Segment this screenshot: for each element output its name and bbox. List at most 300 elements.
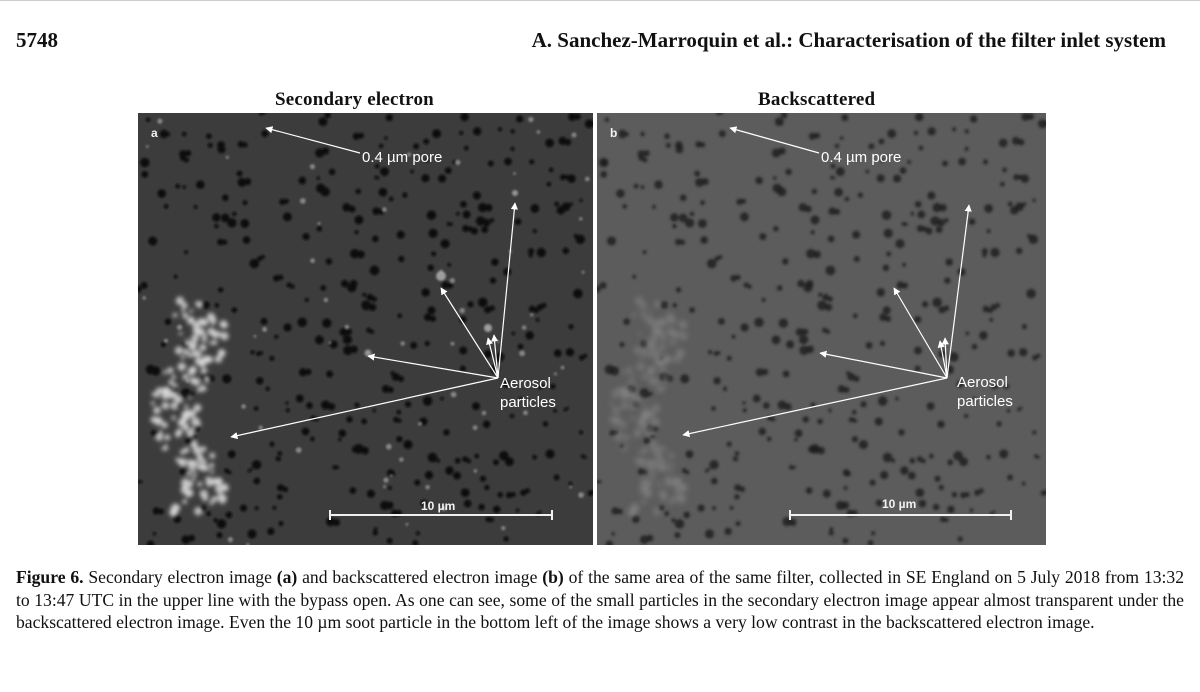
panel-a-label: a	[151, 126, 158, 140]
filter-pore	[244, 178, 251, 185]
filter-pore	[319, 117, 328, 126]
aerosol-particle	[157, 119, 162, 124]
soot-particle	[183, 349, 188, 354]
soot-particle	[211, 496, 217, 502]
soot-particle	[643, 339, 649, 345]
filter-pore	[549, 168, 554, 173]
filter-pore	[410, 342, 417, 349]
filter-pore	[357, 251, 365, 259]
soot-particle	[641, 374, 647, 380]
soot-particle	[637, 362, 646, 371]
filter-pore	[877, 288, 885, 296]
soot-particle	[650, 334, 658, 342]
filter-pore	[228, 450, 236, 458]
filter-pore	[999, 449, 1008, 458]
filter-pore	[1033, 199, 1036, 202]
filter-pore	[995, 303, 1000, 308]
soot-particle	[654, 329, 660, 335]
soot-particle	[205, 467, 209, 471]
soot-particle	[639, 450, 644, 455]
soot-particle	[201, 446, 207, 452]
soot-particle	[660, 446, 666, 452]
filter-pore	[911, 212, 915, 216]
filter-pore	[944, 305, 950, 311]
filter-pore	[773, 176, 776, 179]
aerosol-particle	[146, 145, 149, 148]
filter-pore	[828, 409, 831, 412]
filter-pore	[763, 402, 770, 409]
filter-pore	[428, 306, 436, 314]
filter-pore	[887, 129, 896, 138]
filter-pore	[803, 416, 809, 422]
aerosol-particle	[460, 308, 465, 313]
filter-pore	[743, 408, 747, 412]
filter-pore	[488, 161, 494, 167]
filter-pore	[670, 213, 678, 221]
filter-pore	[222, 374, 231, 383]
soot-particle	[182, 313, 188, 319]
filter-pore	[310, 437, 315, 442]
filter-pore	[622, 204, 627, 209]
filter-pore	[546, 449, 555, 458]
filter-pore	[1018, 175, 1023, 180]
filter-pore	[443, 429, 449, 435]
filter-pore	[748, 285, 752, 289]
header-rule	[0, 0, 1200, 1]
panel-a-title: Secondary electron	[275, 89, 434, 110]
aerosol-particle	[254, 335, 257, 338]
soot-particle	[210, 317, 216, 323]
filter-pore	[270, 442, 275, 447]
filter-pore	[910, 458, 916, 464]
pore-label: 0.4 µm pore	[362, 149, 443, 166]
filter-pore	[709, 460, 718, 469]
aerosol-particle	[474, 469, 477, 472]
filter-pore	[447, 283, 453, 289]
filter-pore	[336, 466, 339, 469]
filter-pore	[389, 197, 394, 202]
aerosol-particle	[450, 278, 455, 283]
filter-pore	[532, 455, 537, 460]
filter-pore	[350, 280, 358, 288]
soot-particle	[192, 378, 200, 386]
filter-pore	[141, 171, 148, 178]
panel-b-label: b	[610, 126, 618, 140]
filter-pore	[987, 229, 991, 233]
filter-pore	[675, 141, 683, 149]
soot-particle	[611, 392, 616, 397]
filter-pore	[917, 211, 925, 219]
filter-pore	[806, 280, 814, 288]
particles-label-line1: Aerosol	[957, 374, 1008, 391]
filter-pore	[902, 263, 906, 267]
filter-pore	[370, 266, 380, 276]
filter-pore	[1008, 202, 1013, 207]
filter-pore	[474, 454, 479, 459]
soot-particle	[190, 426, 195, 431]
soot-particle	[190, 309, 194, 313]
soot-particle	[199, 362, 204, 367]
soot-particle	[639, 460, 646, 467]
filter-pore	[919, 500, 927, 508]
filter-pore	[217, 532, 223, 538]
filter-pore	[858, 193, 863, 198]
aerosol-particle	[579, 217, 582, 220]
soot-particle	[622, 392, 627, 397]
filter-pore	[700, 236, 708, 244]
soot-particle	[210, 470, 214, 474]
filter-pore	[511, 129, 515, 133]
soot-particle	[631, 391, 635, 395]
secondary-electron-image	[138, 113, 593, 545]
filter-pore	[473, 127, 481, 135]
filter-pore	[870, 480, 876, 486]
filter-pore	[573, 289, 582, 298]
filter-pore	[349, 206, 356, 213]
filter-pore	[254, 406, 259, 411]
filter-pore	[753, 395, 761, 403]
soot-particle	[181, 355, 185, 359]
filter-pore	[915, 113, 923, 121]
filter-pore	[460, 201, 467, 208]
filter-pore	[826, 266, 836, 276]
filter-pore	[970, 509, 974, 513]
filter-pore	[165, 319, 171, 325]
filter-pore	[652, 205, 656, 209]
filter-pore	[191, 392, 195, 396]
soot-particle	[204, 376, 210, 382]
filter-pore	[467, 301, 473, 307]
filter-pore	[690, 212, 694, 216]
soot-particle	[215, 485, 223, 493]
filter-pore	[828, 236, 835, 243]
filter-pore	[755, 177, 762, 184]
filter-pore	[321, 187, 330, 196]
soot-particle	[647, 353, 652, 358]
filter-pore	[543, 421, 548, 426]
filter-pore	[445, 167, 452, 174]
soot-particle	[612, 407, 620, 415]
filter-pore	[445, 466, 453, 474]
filter-pore	[174, 275, 178, 279]
filter-pore	[248, 529, 257, 538]
filter-pore	[460, 366, 466, 372]
filter-pore	[946, 258, 953, 265]
soot-particle	[626, 388, 631, 393]
aerosol-particle	[142, 296, 146, 300]
filter-pore	[1030, 236, 1033, 239]
soot-particle	[634, 458, 638, 462]
soot-particle	[180, 450, 185, 455]
filter-pore	[453, 472, 461, 480]
filter-pore	[866, 170, 870, 174]
filter-pore	[886, 252, 891, 257]
filter-pore	[380, 501, 389, 510]
filter-pore	[428, 265, 434, 271]
filter-pore	[422, 174, 430, 182]
filter-pore	[464, 146, 469, 151]
soot-particle	[663, 376, 669, 382]
soot-particle	[635, 297, 643, 305]
filter-pore	[541, 303, 546, 308]
filter-pore	[355, 230, 359, 234]
filter-pore	[564, 175, 569, 180]
soot-particle	[186, 470, 192, 476]
filter-pore	[840, 136, 843, 139]
filter-pore	[784, 403, 791, 410]
filter-pore	[952, 127, 956, 131]
filter-pore	[317, 226, 322, 231]
filter-pore	[330, 340, 338, 348]
filter-pore	[829, 530, 834, 535]
filter-pore	[1016, 248, 1022, 254]
filter-pore	[727, 356, 732, 361]
filter-pore	[969, 218, 976, 225]
soot-particle	[178, 419, 186, 427]
filter-pore	[440, 397, 443, 400]
aerosol-particle	[177, 325, 183, 331]
soot-particle	[202, 337, 208, 343]
filter-pore	[387, 538, 393, 544]
filter-pore	[884, 229, 893, 238]
particles-label-line2: particles	[500, 394, 556, 411]
aerosol-particle	[451, 342, 455, 346]
filter-pore	[483, 421, 490, 428]
filter-pore	[374, 527, 378, 531]
soot-particle	[195, 329, 201, 335]
filter-pore	[464, 500, 472, 508]
filter-pore	[878, 396, 887, 405]
aerosol-particle	[296, 447, 302, 453]
filter-pore	[498, 127, 502, 131]
filter-pore	[817, 301, 827, 311]
filter-pore	[473, 192, 481, 200]
soot-particle	[655, 301, 662, 308]
filter-pore	[184, 250, 188, 254]
filter-pore	[472, 402, 480, 410]
filter-pore	[148, 237, 157, 246]
filter-pore	[499, 451, 508, 460]
filter-pore	[771, 417, 775, 421]
filter-pore	[566, 348, 574, 356]
filter-pore	[432, 129, 441, 138]
filter-pore	[725, 528, 732, 535]
filter-pore	[602, 160, 608, 166]
filter-pore	[326, 258, 332, 264]
filter-pore	[278, 275, 283, 280]
filter-pore	[1037, 456, 1040, 459]
filter-pore	[282, 487, 288, 493]
filter-pore	[355, 216, 364, 225]
soot-particle	[196, 301, 203, 308]
filter-pore	[283, 323, 291, 331]
filter-pore	[291, 285, 295, 289]
soot-particle	[206, 480, 213, 487]
filter-pore	[852, 436, 858, 442]
soot-particle	[186, 489, 194, 497]
soot-particle	[658, 362, 663, 367]
filter-pore	[647, 535, 654, 542]
page-number: 5748	[16, 28, 58, 52]
filter-pore	[671, 518, 675, 522]
aerosol-particle	[473, 425, 478, 430]
filter-pore	[276, 456, 281, 461]
soot-particle	[188, 466, 192, 470]
soot-particle	[162, 444, 169, 451]
filter-pore	[1000, 182, 1005, 187]
filter-pore	[533, 229, 537, 233]
filter-pore	[777, 187, 786, 196]
filter-pore	[361, 419, 367, 425]
filter-pore	[222, 240, 227, 245]
aerosol-particle	[226, 156, 229, 159]
filter-pore	[322, 147, 329, 154]
soot-particle	[217, 495, 222, 500]
filter-pore	[404, 440, 413, 449]
soot-particle	[178, 362, 187, 371]
soot-particle	[162, 402, 170, 410]
filter-pore	[683, 512, 690, 519]
filter-pore	[273, 506, 277, 510]
soot-particle	[150, 416, 157, 423]
soot-particle	[180, 460, 187, 467]
filter-pore	[845, 197, 850, 202]
filter-pore	[900, 167, 907, 174]
soot-particle	[156, 387, 163, 394]
filter-pore	[491, 258, 498, 265]
filter-pore	[944, 518, 948, 522]
filter-pore	[428, 453, 438, 463]
filter-pore	[164, 204, 169, 209]
filter-pore	[632, 275, 636, 279]
soot-particle	[161, 422, 168, 429]
filter-pore	[429, 229, 438, 238]
soot-particle	[610, 401, 614, 405]
filter-pore	[358, 133, 364, 139]
soot-particle	[609, 416, 616, 423]
filter-pore	[362, 293, 366, 297]
filter-pore	[877, 174, 885, 182]
filter-pore	[478, 504, 484, 510]
filter-pore	[708, 468, 711, 471]
filter-pore	[933, 504, 939, 510]
aerosol-particle	[318, 222, 321, 225]
filter-pore	[723, 387, 727, 391]
filter-pore	[370, 330, 374, 334]
filter-pore	[262, 130, 269, 137]
filter-pore	[490, 278, 496, 284]
soot-particle	[194, 507, 202, 515]
aerosol-particle	[382, 207, 387, 212]
filter-pore	[735, 451, 740, 456]
aerosol-particle	[484, 324, 492, 332]
filter-pore	[1026, 289, 1035, 298]
filter-pore	[644, 150, 650, 156]
soot-particle	[646, 459, 653, 466]
filter-pore	[226, 512, 233, 519]
filter-pore	[566, 407, 569, 410]
filter-pore	[802, 329, 808, 335]
filter-pore	[641, 185, 645, 189]
filter-pore	[1036, 354, 1040, 358]
soot-particle	[620, 422, 627, 429]
filter-pore	[826, 330, 830, 334]
soot-particle	[190, 441, 197, 448]
soot-particle	[665, 480, 672, 487]
filter-pore	[927, 192, 935, 200]
soot-particle	[640, 355, 644, 359]
filter-pore	[698, 219, 707, 228]
soot-particle	[645, 470, 651, 476]
filter-pore	[563, 248, 569, 254]
filter-pore	[902, 283, 908, 289]
filter-pore	[846, 471, 851, 476]
filter-pore	[605, 118, 609, 122]
soot-particle	[662, 357, 667, 362]
aerosol-particle	[386, 444, 392, 450]
filter-pore	[333, 519, 340, 526]
filter-pore	[504, 536, 509, 541]
filter-pore	[639, 156, 644, 161]
filter-pore	[516, 509, 520, 513]
filter-pore	[775, 117, 784, 126]
filter-pore	[879, 139, 885, 145]
filter-pore	[947, 459, 953, 465]
filter-pore	[958, 268, 966, 276]
filter-pore	[730, 506, 734, 510]
aerosol-particle	[418, 422, 422, 426]
aerosol-particle	[578, 492, 584, 498]
filter-pore	[958, 536, 963, 541]
caption-text-2: and backscattered electron image	[297, 567, 543, 587]
soot-particle	[168, 380, 173, 385]
filter-pore	[915, 366, 921, 372]
filter-pore	[315, 336, 324, 345]
filter-pore	[618, 130, 626, 138]
filter-pore	[905, 223, 908, 226]
filter-pore	[180, 156, 185, 161]
panel-b-title: Backscattered	[758, 89, 876, 110]
soot-particle	[634, 347, 642, 355]
soot-particle	[656, 482, 661, 487]
soot-particle	[151, 401, 155, 405]
filter-pore	[377, 177, 380, 180]
filter-pore	[786, 340, 794, 348]
soot-particle	[176, 297, 184, 305]
filter-pore	[777, 285, 783, 291]
aerosol-particle	[329, 341, 332, 344]
filter-pore	[834, 188, 843, 197]
soot-particle	[203, 334, 207, 338]
filter-pore	[702, 178, 709, 185]
filter-pore	[1007, 475, 1013, 481]
filter-pore	[296, 395, 304, 403]
filter-pore	[782, 258, 788, 264]
filter-pore	[284, 199, 289, 204]
filter-pore	[512, 332, 516, 336]
filter-pore	[463, 211, 471, 219]
filter-pore	[823, 490, 831, 498]
filter-pore	[388, 387, 394, 393]
filter-pore	[322, 319, 331, 328]
filter-pore	[686, 450, 694, 458]
soot-particle	[656, 458, 661, 463]
soot-particle	[187, 459, 194, 466]
soot-particle	[152, 392, 157, 397]
soot-particle	[653, 507, 661, 515]
filter-pore	[806, 487, 813, 494]
soot-particle	[199, 344, 206, 351]
